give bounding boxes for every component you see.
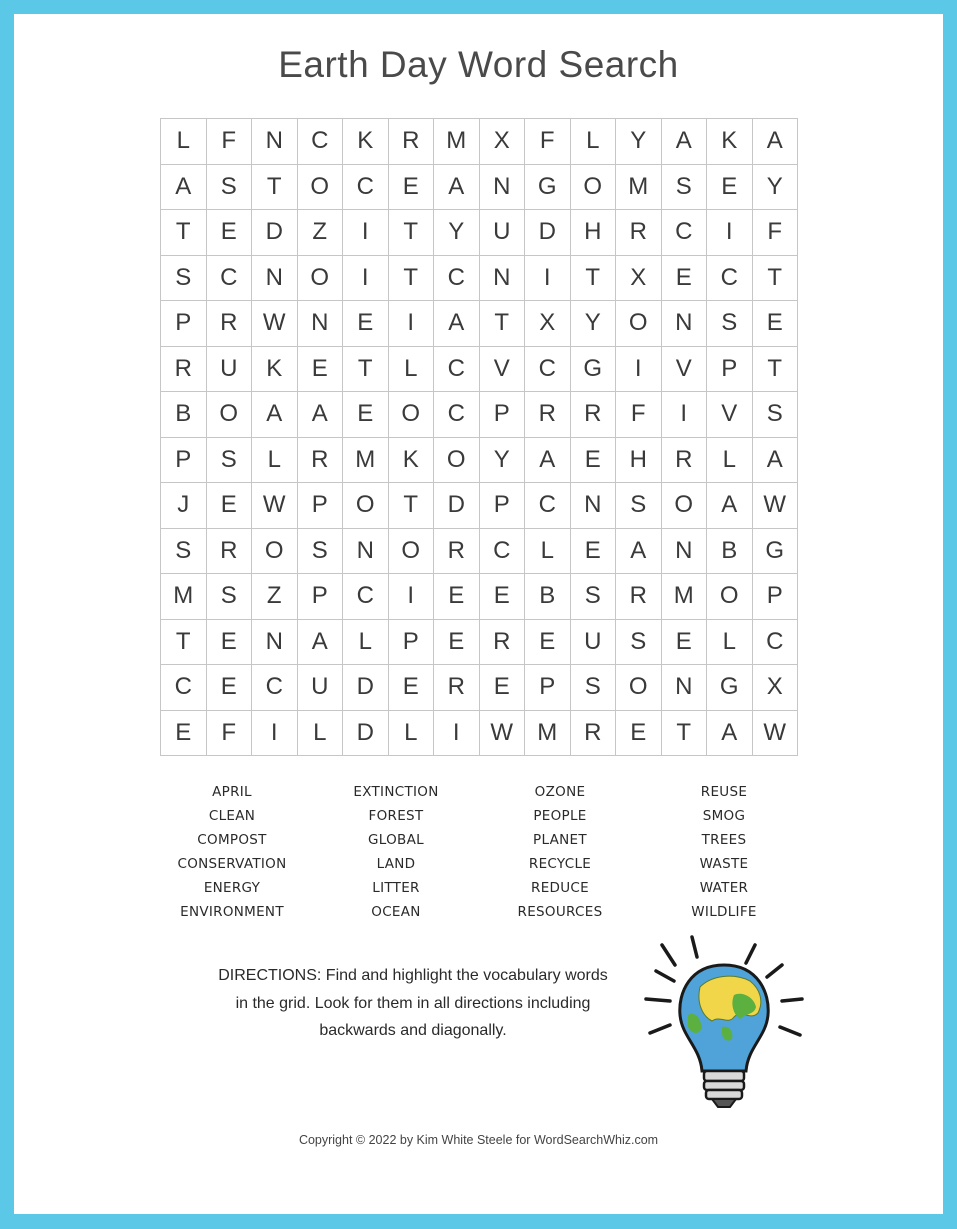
word-list-item: FOREST bbox=[368, 808, 424, 824]
word-list-item: REUSE bbox=[700, 784, 748, 800]
word-list-item: OZONE bbox=[534, 784, 586, 800]
grid-cell[interactable]: R bbox=[434, 529, 480, 575]
grid-cell[interactable]: R bbox=[207, 529, 253, 575]
word-list-item: ENVIRONMENT bbox=[180, 904, 284, 920]
grid-cell[interactable]: D bbox=[525, 210, 571, 256]
grid-cell[interactable]: C bbox=[207, 256, 253, 302]
grid-cell[interactable]: L bbox=[298, 711, 344, 757]
grid-cell[interactable]: F bbox=[207, 711, 253, 757]
grid-cell[interactable]: A bbox=[616, 529, 662, 575]
grid-cell[interactable]: S bbox=[707, 301, 753, 347]
letter-grid bbox=[160, 118, 798, 756]
grid-cell[interactable]: O bbox=[662, 483, 708, 529]
grid-cell[interactable]: I bbox=[389, 574, 435, 620]
grid-cell[interactable]: E bbox=[298, 347, 344, 393]
grid-cell[interactable]: I bbox=[662, 392, 708, 438]
grid-cell[interactable]: L bbox=[161, 119, 207, 165]
grid-cell[interactable]: C bbox=[343, 574, 389, 620]
grid-cell[interactable]: R bbox=[616, 210, 662, 256]
grid-cell[interactable]: Y bbox=[480, 438, 526, 484]
grid-cell[interactable]: R bbox=[161, 347, 207, 393]
grid-cell[interactable]: I bbox=[434, 711, 480, 757]
page-title: Earth Day Word Search bbox=[278, 44, 679, 85]
word-list-item: GLOBAL bbox=[368, 832, 424, 848]
grid-cell[interactable]: I bbox=[616, 347, 662, 393]
grid-cell[interactable]: O bbox=[571, 165, 617, 211]
grid-cell[interactable]: S bbox=[298, 529, 344, 575]
grid-cell[interactable]: A bbox=[298, 620, 344, 666]
word-list-item: WASTE bbox=[699, 856, 749, 872]
word-list-item: PLANET bbox=[533, 832, 587, 848]
grid-cell[interactable]: W bbox=[480, 711, 526, 757]
directions-line: DIRECTIONS: Find and highlight the vocabulary words bbox=[218, 967, 608, 984]
grid-cell[interactable]: N bbox=[662, 529, 708, 575]
grid-cell[interactable]: G bbox=[707, 665, 753, 711]
grid-cell[interactable]: C bbox=[434, 256, 480, 302]
grid-cell[interactable]: O bbox=[434, 438, 480, 484]
grid-cell[interactable]: I bbox=[343, 210, 389, 256]
grid-cell[interactable]: N bbox=[252, 119, 298, 165]
grid-cell[interactable]: L bbox=[707, 620, 753, 666]
grid-cell[interactable]: P bbox=[480, 392, 526, 438]
grid-cell[interactable]: Y bbox=[434, 210, 480, 256]
grid-cell[interactable]: O bbox=[343, 483, 389, 529]
grid-cell[interactable]: N bbox=[480, 256, 526, 302]
grid-cell[interactable]: A bbox=[662, 119, 708, 165]
grid-cell[interactable]: T bbox=[343, 347, 389, 393]
grid-cell[interactable]: M bbox=[616, 165, 662, 211]
grid-cell[interactable]: E bbox=[207, 210, 253, 256]
grid-cell[interactable]: T bbox=[389, 483, 435, 529]
grid-cell[interactable]: L bbox=[571, 119, 617, 165]
word-list bbox=[150, 781, 805, 925]
grid-cell[interactable]: T bbox=[161, 210, 207, 256]
grid-cell[interactable]: E bbox=[207, 483, 253, 529]
grid-cell[interactable]: J bbox=[161, 483, 207, 529]
grid-cell[interactable]: W bbox=[753, 483, 799, 529]
grid-cell[interactable]: Y bbox=[753, 165, 799, 211]
grid-cell[interactable]: M bbox=[161, 574, 207, 620]
grid-cell[interactable]: O bbox=[389, 392, 435, 438]
grid-cell[interactable]: R bbox=[616, 574, 662, 620]
grid-cell[interactable]: D bbox=[252, 210, 298, 256]
grid-cell[interactable]: I bbox=[389, 301, 435, 347]
grid-cell[interactable]: C bbox=[707, 256, 753, 302]
grid-cell[interactable]: P bbox=[753, 574, 799, 620]
grid-cell[interactable]: S bbox=[161, 529, 207, 575]
grid-cell[interactable]: E bbox=[571, 529, 617, 575]
grid-cell[interactable]: R bbox=[480, 620, 526, 666]
grid-cell[interactable]: P bbox=[161, 301, 207, 347]
grid-cell[interactable]: P bbox=[161, 438, 207, 484]
grid-cell[interactable]: L bbox=[389, 347, 435, 393]
grid-cell[interactable]: I bbox=[252, 711, 298, 757]
grid-cell[interactable]: N bbox=[571, 483, 617, 529]
grid-cell[interactable]: E bbox=[389, 165, 435, 211]
grid-cell[interactable]: N bbox=[480, 165, 526, 211]
grid-cell[interactable]: K bbox=[707, 119, 753, 165]
grid-cell[interactable]: T bbox=[252, 165, 298, 211]
grid-cell[interactable]: E bbox=[434, 620, 480, 666]
grid-cell[interactable]: F bbox=[753, 210, 799, 256]
grid-cell[interactable]: C bbox=[525, 483, 571, 529]
grid-cell[interactable]: R bbox=[207, 301, 253, 347]
grid-cell[interactable]: D bbox=[343, 665, 389, 711]
grid-cell[interactable]: P bbox=[525, 665, 571, 711]
grid-cell[interactable]: O bbox=[298, 165, 344, 211]
grid-cell[interactable]: D bbox=[434, 483, 480, 529]
grid-cell[interactable]: E bbox=[480, 574, 526, 620]
grid-cell[interactable]: F bbox=[616, 392, 662, 438]
grid-cell[interactable]: A bbox=[252, 392, 298, 438]
grid-cell[interactable]: A bbox=[434, 165, 480, 211]
grid-cell[interactable]: E bbox=[389, 665, 435, 711]
grid-cell[interactable]: S bbox=[616, 620, 662, 666]
grid-cell[interactable]: T bbox=[389, 210, 435, 256]
grid-cell[interactable]: S bbox=[662, 165, 708, 211]
grid-cell[interactable]: V bbox=[480, 347, 526, 393]
grid-cell[interactable]: X bbox=[480, 119, 526, 165]
grid-cell[interactable]: K bbox=[252, 347, 298, 393]
word-list-item: ENERGY bbox=[203, 880, 261, 896]
grid-cell[interactable]: T bbox=[389, 256, 435, 302]
copyright: Copyright © 2022 by Kim White Steele for WordSearchWhiz.com bbox=[298, 1133, 659, 1147]
grid-cell[interactable]: N bbox=[252, 256, 298, 302]
grid-cell[interactable]: Y bbox=[616, 119, 662, 165]
grid-cell[interactable]: U bbox=[480, 210, 526, 256]
grid-cell[interactable]: W bbox=[753, 711, 799, 757]
grid-cell[interactable]: P bbox=[298, 574, 344, 620]
grid-cell[interactable]: M bbox=[434, 119, 480, 165]
grid-cell[interactable]: T bbox=[480, 301, 526, 347]
grid-cell[interactable]: P bbox=[298, 483, 344, 529]
grid-cell[interactable]: M bbox=[343, 438, 389, 484]
grid-cell[interactable]: M bbox=[662, 574, 708, 620]
grid-cell[interactable]: E bbox=[207, 620, 253, 666]
grid-cell[interactable]: H bbox=[571, 210, 617, 256]
grid-cell[interactable]: G bbox=[753, 529, 799, 575]
grid-cell[interactable]: C bbox=[161, 665, 207, 711]
grid-cell[interactable]: C bbox=[434, 392, 480, 438]
grid-cell[interactable]: X bbox=[525, 301, 571, 347]
grid-cell[interactable]: R bbox=[389, 119, 435, 165]
grid-cell[interactable]: I bbox=[343, 256, 389, 302]
grid-cell[interactable]: B bbox=[707, 529, 753, 575]
grid-cell[interactable]: R bbox=[434, 665, 480, 711]
grid-cell[interactable]: S bbox=[616, 483, 662, 529]
grid-cell[interactable]: E bbox=[207, 665, 253, 711]
grid-cell[interactable]: S bbox=[571, 574, 617, 620]
grid-cell[interactable]: O bbox=[252, 529, 298, 575]
grid-cell[interactable]: K bbox=[389, 438, 435, 484]
grid-cell[interactable]: G bbox=[571, 347, 617, 393]
grid-cell[interactable]: P bbox=[480, 483, 526, 529]
grid-cell[interactable]: B bbox=[161, 392, 207, 438]
grid-cell[interactable]: Y bbox=[571, 301, 617, 347]
grid-cell[interactable]: A bbox=[161, 165, 207, 211]
grid-cell[interactable]: V bbox=[662, 347, 708, 393]
grid-cell[interactable]: Z bbox=[252, 574, 298, 620]
grid-cell[interactable]: O bbox=[389, 529, 435, 575]
earth-lightbulb-icon bbox=[642, 935, 808, 1113]
grid-cell[interactable]: M bbox=[525, 711, 571, 757]
grid-cell[interactable]: S bbox=[161, 256, 207, 302]
word-list-item: OCEAN bbox=[371, 904, 421, 920]
grid-cell[interactable]: A bbox=[707, 483, 753, 529]
grid-cell[interactable]: E bbox=[161, 711, 207, 757]
grid-cell[interactable]: N bbox=[662, 301, 708, 347]
grid-cell[interactable]: A bbox=[434, 301, 480, 347]
grid-cell[interactable]: S bbox=[207, 574, 253, 620]
grid-cell[interactable]: U bbox=[207, 347, 253, 393]
grid-cell[interactable]: C bbox=[480, 529, 526, 575]
grid-cell[interactable]: T bbox=[571, 256, 617, 302]
grid-cell[interactable]: C bbox=[525, 347, 571, 393]
grid-cell[interactable]: R bbox=[571, 711, 617, 757]
word-list-item: RECYCLE bbox=[528, 856, 592, 872]
grid-cell[interactable]: K bbox=[343, 119, 389, 165]
grid-cell[interactable]: W bbox=[252, 483, 298, 529]
grid-cell[interactable]: T bbox=[161, 620, 207, 666]
grid-cell[interactable]: E bbox=[571, 438, 617, 484]
grid-cell[interactable]: N bbox=[662, 665, 708, 711]
grid-cell[interactable]: V bbox=[707, 392, 753, 438]
grid-cell[interactable]: E bbox=[753, 301, 799, 347]
grid-cell[interactable]: L bbox=[707, 438, 753, 484]
grid-cell[interactable]: S bbox=[753, 392, 799, 438]
grid-cell[interactable]: E bbox=[343, 392, 389, 438]
word-list-item: SMOG bbox=[702, 808, 746, 824]
grid-cell[interactable]: T bbox=[753, 256, 799, 302]
directions bbox=[180, 962, 646, 1045]
grid-cell[interactable]: R bbox=[662, 438, 708, 484]
grid-cell[interactable]: F bbox=[207, 119, 253, 165]
word-list-item: LAND bbox=[376, 856, 416, 872]
grid-cell[interactable]: E bbox=[707, 165, 753, 211]
grid-cell[interactable]: R bbox=[571, 392, 617, 438]
word-list-item: TREES bbox=[701, 832, 747, 848]
grid-cell[interactable]: A bbox=[707, 711, 753, 757]
grid-cell[interactable]: S bbox=[207, 438, 253, 484]
word-list-item: WILDLIFE bbox=[691, 904, 757, 920]
word-list-item: LITTER bbox=[372, 880, 420, 896]
grid-cell[interactable]: L bbox=[252, 438, 298, 484]
grid-cell[interactable]: O bbox=[298, 256, 344, 302]
grid-cell[interactable]: C bbox=[252, 665, 298, 711]
grid-cell[interactable]: E bbox=[662, 620, 708, 666]
grid-cell[interactable]: E bbox=[525, 620, 571, 666]
grid-cell[interactable]: C bbox=[298, 119, 344, 165]
grid-cell[interactable]: P bbox=[707, 347, 753, 393]
grid-cell[interactable]: E bbox=[662, 256, 708, 302]
grid-cell[interactable]: H bbox=[616, 438, 662, 484]
grid-cell[interactable]: I bbox=[707, 210, 753, 256]
directions-line: in the grid. Look for them in all directions including bbox=[235, 994, 591, 1012]
grid-cell[interactable]: O bbox=[616, 665, 662, 711]
grid-cell[interactable]: I bbox=[525, 256, 571, 302]
word-list-item: CLEAN bbox=[208, 808, 256, 824]
grid-cell[interactable]: O bbox=[207, 392, 253, 438]
grid-cell[interactable]: U bbox=[571, 620, 617, 666]
grid-cell[interactable]: E bbox=[343, 301, 389, 347]
grid-cell[interactable]: W bbox=[252, 301, 298, 347]
grid-cell[interactable]: F bbox=[525, 119, 571, 165]
grid-cell[interactable]: G bbox=[525, 165, 571, 211]
word-list-item: PEOPLE bbox=[533, 808, 587, 824]
grid-cell[interactable]: L bbox=[343, 620, 389, 666]
word-list-item: EXTINCTION bbox=[353, 784, 439, 800]
grid-cell[interactable]: A bbox=[525, 438, 571, 484]
grid-cell[interactable]: Z bbox=[298, 210, 344, 256]
grid-cell[interactable]: T bbox=[662, 711, 708, 757]
word-list-item: APRIL bbox=[212, 784, 252, 800]
grid-cell[interactable]: B bbox=[525, 574, 571, 620]
word-list-item: RESOURCES bbox=[517, 904, 603, 920]
grid-cell[interactable]: O bbox=[616, 301, 662, 347]
word-list-item: COMPOST bbox=[197, 832, 267, 848]
grid-cell[interactable]: L bbox=[525, 529, 571, 575]
grid-cell[interactable]: T bbox=[753, 347, 799, 393]
grid-cell[interactable]: C bbox=[662, 210, 708, 256]
word-list-item: WATER bbox=[699, 880, 749, 896]
word-list-item: CONSERVATION bbox=[177, 856, 287, 872]
grid-cell[interactable]: E bbox=[434, 574, 480, 620]
grid-cell[interactable]: X bbox=[616, 256, 662, 302]
grid-cell[interactable]: A bbox=[298, 392, 344, 438]
grid-cell[interactable]: P bbox=[389, 620, 435, 666]
grid-cell[interactable]: A bbox=[753, 438, 799, 484]
word-list-item: REDUCE bbox=[531, 880, 589, 896]
grid-cell[interactable]: E bbox=[480, 665, 526, 711]
grid-cell[interactable]: N bbox=[343, 529, 389, 575]
grid-cell[interactable]: C bbox=[434, 347, 480, 393]
grid-cell[interactable]: C bbox=[753, 620, 799, 666]
grid-cell[interactable]: D bbox=[343, 711, 389, 757]
grid-cell[interactable]: R bbox=[525, 392, 571, 438]
grid-cell[interactable]: C bbox=[343, 165, 389, 211]
grid-cell[interactable]: A bbox=[753, 119, 799, 165]
grid-cell[interactable]: N bbox=[298, 301, 344, 347]
grid-cell[interactable]: O bbox=[707, 574, 753, 620]
directions-line: backwards and diagonally. bbox=[319, 1022, 507, 1039]
grid-cell[interactable]: N bbox=[252, 620, 298, 666]
grid-cell[interactable]: X bbox=[753, 665, 799, 711]
grid-cell[interactable]: U bbox=[298, 665, 344, 711]
grid-cell[interactable]: E bbox=[616, 711, 662, 757]
grid-cell[interactable]: S bbox=[207, 165, 253, 211]
grid-cell[interactable]: S bbox=[571, 665, 617, 711]
grid-cell[interactable]: R bbox=[298, 438, 344, 484]
grid-cell[interactable]: L bbox=[389, 711, 435, 757]
